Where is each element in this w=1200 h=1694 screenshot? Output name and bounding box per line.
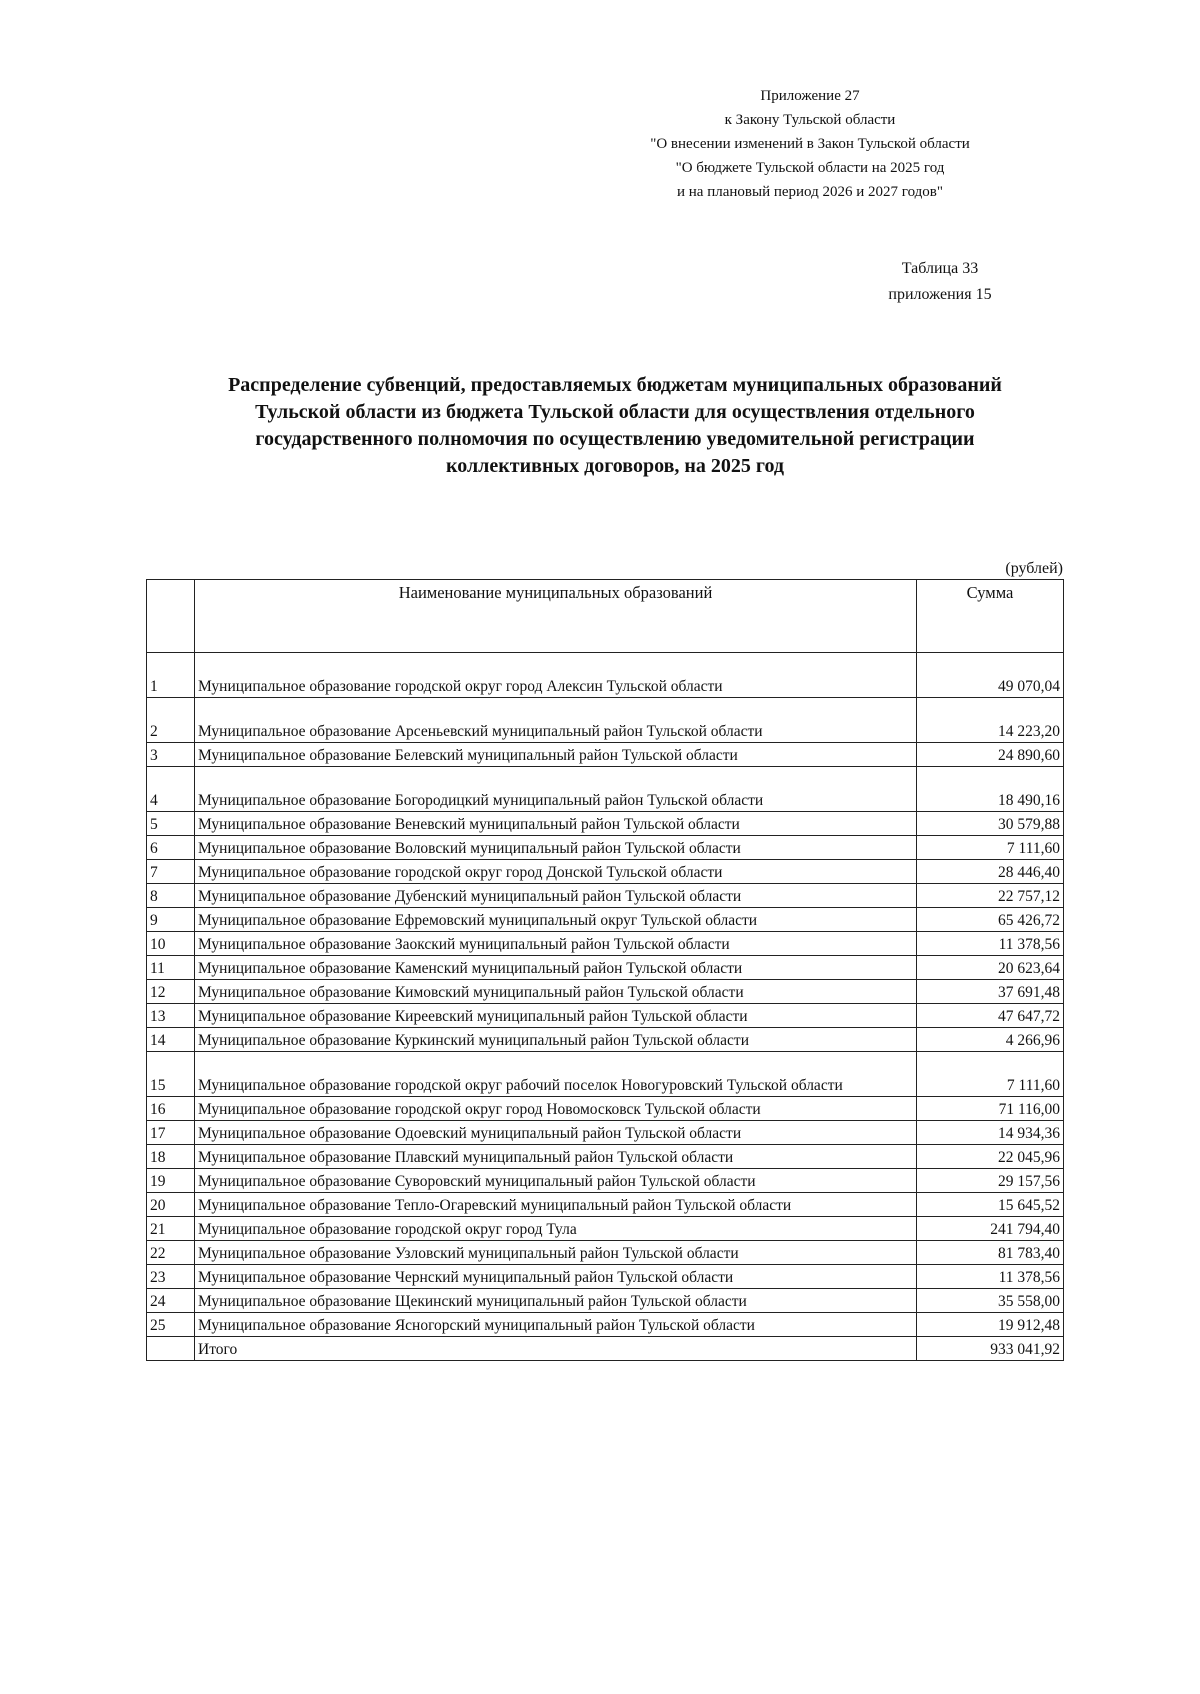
subvention-amount: 24 890,60	[917, 743, 1064, 767]
row-number: 20	[147, 1193, 195, 1217]
row-number: 24	[147, 1289, 195, 1313]
table-row	[147, 980, 1064, 1004]
municipality-name: Муниципальное образование Киреевский муниципальный район Тульской области	[195, 1004, 917, 1028]
subvention-amount: 14 223,20	[917, 698, 1064, 743]
row-number: 5	[147, 812, 195, 836]
municipality-name: Муниципальное образование Плавский муниципальный район Тульской области	[195, 1145, 917, 1169]
municipality-name: Муниципальное образование Каменский муниципальный район Тульской области	[195, 956, 917, 980]
table-row	[147, 1193, 1064, 1217]
subvention-amount: 4 266,96	[917, 1028, 1064, 1052]
row-number: 3	[147, 743, 195, 767]
subvention-amount: 7 111,60	[917, 836, 1064, 860]
subvention-amount: 47 647,72	[917, 1004, 1064, 1028]
document-title-line: коллективных договоров, на 2025 год	[445, 455, 785, 477]
row-number: 25	[147, 1313, 195, 1337]
subvention-amount: 11 378,56	[917, 1265, 1064, 1289]
municipality-name: Муниципальное образование Веневский муниципальный район Тульской области	[195, 812, 917, 836]
appendix-header-line: Приложение 27	[760, 88, 860, 104]
subvention-amount: 28 446,40	[917, 860, 1064, 884]
table-row	[147, 1241, 1064, 1265]
table-row	[147, 836, 1064, 860]
subvention-amount: 22 045,96	[917, 1145, 1064, 1169]
subvention-amount: 14 934,36	[917, 1121, 1064, 1145]
table-reference-line: приложения 15	[888, 286, 992, 303]
row-number: 17	[147, 1121, 195, 1145]
table-row	[147, 1004, 1064, 1028]
document-title-line: Распределение субвенций, предоставляемых бюджетам муниципальных образований	[228, 374, 1002, 396]
table-row	[147, 884, 1064, 908]
subvention-amount: 15 645,52	[917, 1193, 1064, 1217]
row-number: 1	[147, 653, 195, 698]
row-number: 22	[147, 1241, 195, 1265]
appendix-header	[560, 84, 1060, 204]
row-number: 15	[147, 1052, 195, 1097]
table-row	[147, 1217, 1064, 1241]
subvention-amount: 18 490,16	[917, 767, 1064, 812]
subvention-amount: 71 116,00	[917, 1097, 1064, 1121]
row-number: 12	[147, 980, 195, 1004]
document-title-line: Тульской области из бюджета Тульской области для осуществления отдельного	[255, 401, 975, 423]
total-row	[147, 1337, 1064, 1361]
table-row	[147, 653, 1064, 698]
subvention-amount: 22 757,12	[917, 884, 1064, 908]
table-row	[147, 812, 1064, 836]
row-number: 7	[147, 860, 195, 884]
table-reference-line: Таблица 33	[901, 260, 979, 277]
subvention-amount: 65 426,72	[917, 908, 1064, 932]
municipality-name: Муниципальное образование Щекинский муниципальный район Тульской области	[195, 1289, 917, 1313]
total-amount: 933 041,92	[917, 1337, 1064, 1361]
table-row	[147, 767, 1064, 812]
row-number: 13	[147, 1004, 195, 1028]
subvention-amount: 11 378,56	[917, 932, 1064, 956]
table-row	[147, 1052, 1064, 1097]
header-sum: Сумма	[917, 580, 1064, 653]
subvention-amount: 37 691,48	[917, 980, 1064, 1004]
subvention-amount: 49 070,04	[917, 653, 1064, 698]
table-row	[147, 1169, 1064, 1193]
municipality-name: Муниципальное образование Ефремовский муниципальный округ Тульской области	[195, 908, 917, 932]
municipality-name: Муниципальное образование Воловский муниципальный район Тульской области	[195, 836, 917, 860]
document-title	[150, 372, 1080, 480]
row-number: 8	[147, 884, 195, 908]
table-header-row	[147, 580, 1064, 653]
table-row	[147, 956, 1064, 980]
row-number: 11	[147, 956, 195, 980]
municipality-name: Муниципальное образование Чернский муниципальный район Тульской области	[195, 1265, 917, 1289]
municipality-name: Муниципальное образование городской округ рабочий поселок Новогуровский Тульской области	[195, 1052, 917, 1097]
row-number: 2	[147, 698, 195, 743]
table-body	[147, 653, 1064, 1361]
appendix-header-line: к Закону Тульской области	[724, 112, 896, 128]
row-number: 16	[147, 1097, 195, 1121]
subvention-amount: 241 794,40	[917, 1217, 1064, 1241]
municipality-name: Муниципальное образование Тепло-Огаревский муниципальный район Тульской области	[195, 1193, 917, 1217]
appendix-header-line: "О внесении изменений в Закон Тульской области	[650, 136, 970, 152]
row-number: 9	[147, 908, 195, 932]
table-row	[147, 1097, 1064, 1121]
table-row	[147, 860, 1064, 884]
table-row	[147, 743, 1064, 767]
subvention-amount: 29 157,56	[917, 1169, 1064, 1193]
subvention-amount: 7 111,60	[917, 1052, 1064, 1097]
table-row	[147, 1289, 1064, 1313]
subvention-amount: 19 912,48	[917, 1313, 1064, 1337]
row-number: 23	[147, 1265, 195, 1289]
total-label: Итого	[195, 1337, 917, 1361]
table-row	[147, 1313, 1064, 1337]
row-number: 19	[147, 1169, 195, 1193]
municipality-name: Муниципальное образование Арсеньевский муниципальный район Тульской области	[195, 698, 917, 743]
table-row	[147, 698, 1064, 743]
municipality-name: Муниципальное образование Суворовский муниципальный район Тульской области	[195, 1169, 917, 1193]
total-row-number	[147, 1337, 195, 1361]
row-number: 10	[147, 932, 195, 956]
document-title-line: государственного полномочия по осуществлению уведомительной регистрации	[255, 428, 975, 450]
subvention-amount: 81 783,40	[917, 1241, 1064, 1265]
header-name: Наименование муниципальных образований	[195, 580, 917, 653]
table-row	[147, 1121, 1064, 1145]
municipality-name: Муниципальное образование городской округ город Тула	[195, 1217, 917, 1241]
table-reference	[840, 256, 1040, 308]
subvention-amount: 30 579,88	[917, 812, 1064, 836]
subvention-amount: 35 558,00	[917, 1289, 1064, 1313]
table-row	[147, 1265, 1064, 1289]
unit-label: (рублей)	[1005, 560, 1063, 577]
table-row	[147, 932, 1064, 956]
table-row	[147, 1145, 1064, 1169]
municipality-name: Муниципальное образование Заокский муниципальный район Тульской области	[195, 932, 917, 956]
distribution-table	[146, 579, 1064, 1361]
municipality-name: Муниципальное образование Кимовский муниципальный район Тульской области	[195, 980, 917, 1004]
header-num	[147, 580, 195, 653]
municipality-name: Муниципальное образование Белевский муниципальный район Тульской области	[195, 743, 917, 767]
municipality-name: Муниципальное образование Ясногорский муниципальный район Тульской области	[195, 1313, 917, 1337]
municipality-name: Муниципальное образование городской округ город Донской Тульской области	[195, 860, 917, 884]
row-number: 14	[147, 1028, 195, 1052]
row-number: 4	[147, 767, 195, 812]
row-number: 21	[147, 1217, 195, 1241]
municipality-name: Муниципальное образование Дубенский муниципальный район Тульской области	[195, 884, 917, 908]
municipality-name: Муниципальное образование Куркинский муниципальный район Тульской области	[195, 1028, 917, 1052]
appendix-header-line: "О бюджете Тульской области на 2025 год	[675, 160, 945, 176]
row-number: 6	[147, 836, 195, 860]
appendix-header-line: и на плановый период 2026 и 2027 годов"	[677, 184, 943, 200]
municipality-name: Муниципальное образование городской округ город Новомосковск Тульской области	[195, 1097, 917, 1121]
row-number: 18	[147, 1145, 195, 1169]
table-row	[147, 908, 1064, 932]
municipality-name: Муниципальное образование Одоевский муниципальный район Тульской области	[195, 1121, 917, 1145]
table-row	[147, 1028, 1064, 1052]
subvention-amount: 20 623,64	[917, 956, 1064, 980]
municipality-name: Муниципальное образование Богородицкий муниципальный район Тульской области	[195, 767, 917, 812]
municipality-name: Муниципальное образование городской округ город Алексин Тульской области	[195, 653, 917, 698]
municipality-name: Муниципальное образование Узловский муниципальный район Тульской области	[195, 1241, 917, 1265]
